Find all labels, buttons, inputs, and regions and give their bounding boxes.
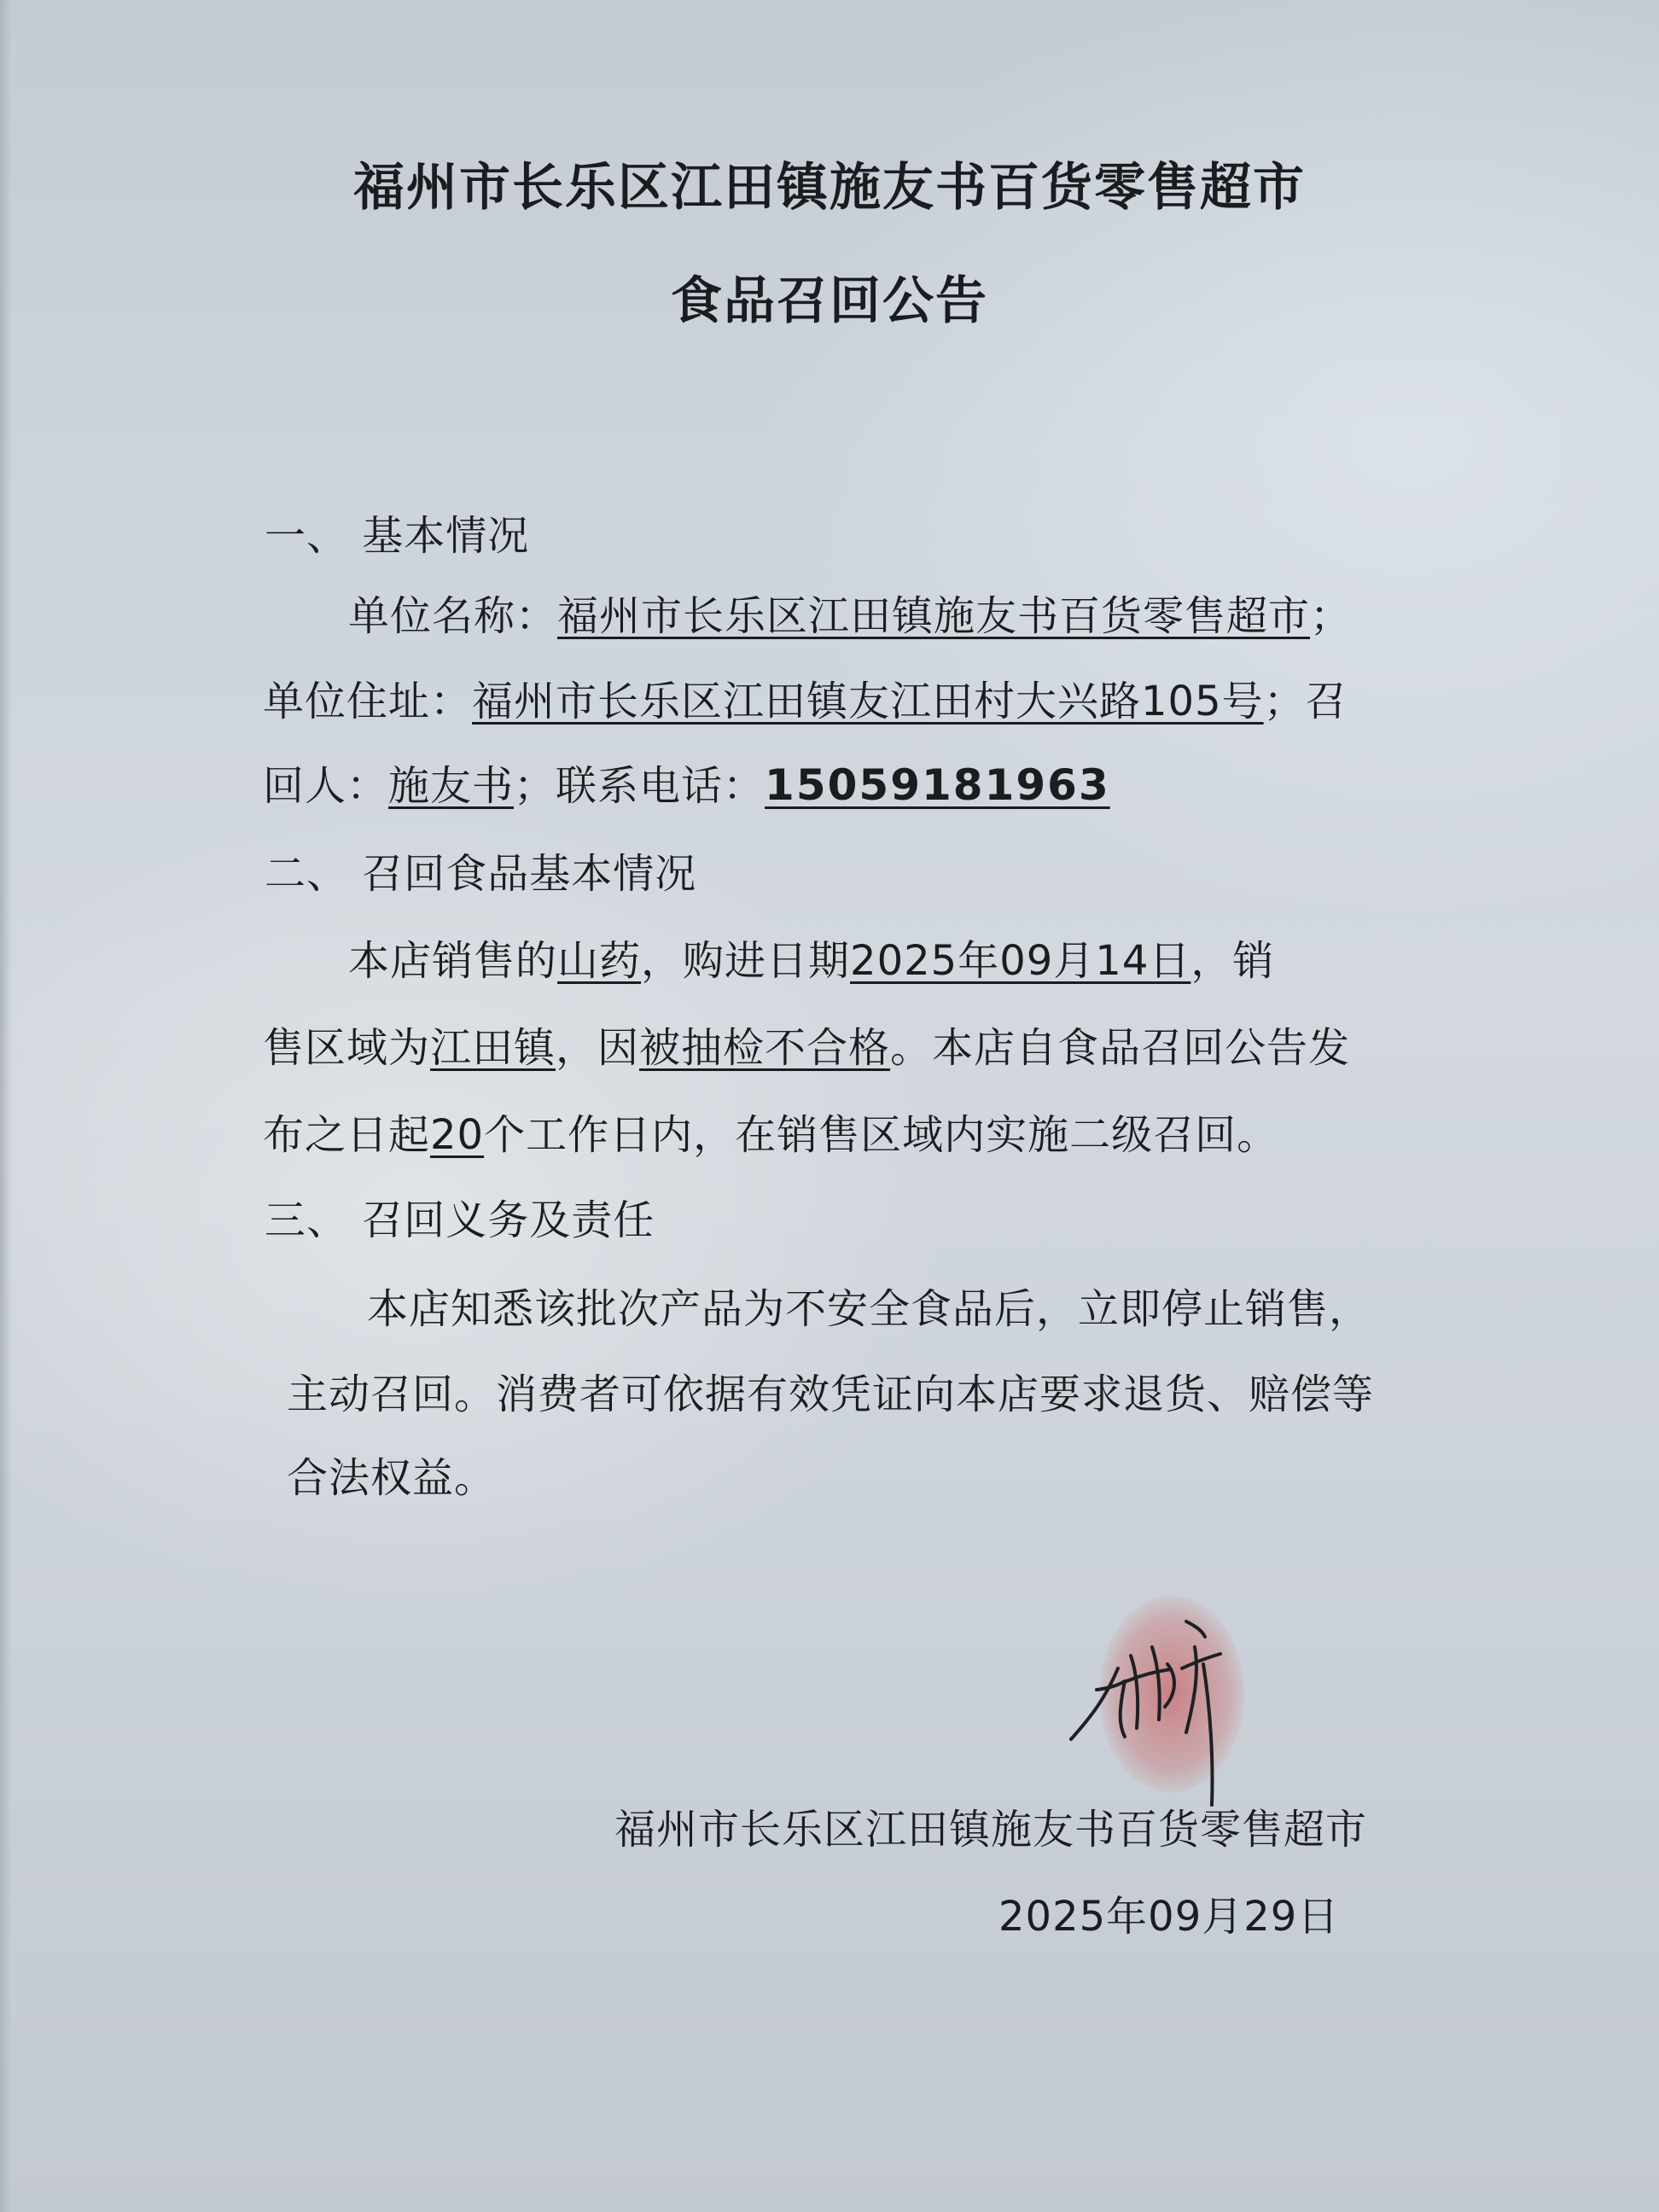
recall-paragraph-line3 — [263, 1109, 1278, 1161]
text-segment: 。本店自食品召回公告发 — [890, 1024, 1351, 1072]
obligation-line3: 合法权益。 — [287, 1454, 497, 1502]
section-heading-obligations: 三、 召回义务及责任 — [265, 1196, 655, 1244]
document-subtitle: 食品召回公告 — [671, 271, 988, 331]
unit-name-semicolon: ； — [1310, 592, 1353, 640]
recaller-label: 回人： — [263, 762, 389, 810]
text-segment: 个工作日内，在销售区域内实施二级召回。 — [484, 1111, 1279, 1159]
recall-paragraph-line1 — [348, 935, 1274, 987]
working-days: 20 — [430, 1111, 485, 1159]
recaller-prefix: ；召 — [1263, 678, 1348, 725]
document-title: 福州市长乐区江田镇施友书百货零售超市 — [353, 158, 1306, 218]
recaller-row — [263, 760, 1110, 812]
recaller-name: 施友书 — [388, 762, 515, 810]
text-segment: 本店销售的 — [348, 937, 558, 985]
section-heading-basic-info: 一、 基本情况 — [265, 512, 530, 560]
phone-number: 15059181963 — [765, 760, 1110, 810]
recall-reason: 被抽检不合格 — [639, 1024, 891, 1072]
sales-region: 江田镇 — [430, 1024, 556, 1072]
handwritten-signature — [1058, 1587, 1280, 1809]
unit-name-row — [348, 591, 1352, 642]
footer-date: 2025年09月29日 — [998, 1893, 1340, 1941]
unit-name-value: 福州市长乐区江田镇施友书百货零售超市 — [557, 592, 1311, 640]
phone-label: ；联系电话： — [514, 762, 765, 810]
purchase-date: 2025年09月14日 — [850, 937, 1191, 985]
text-segment: ，因 — [556, 1024, 640, 1072]
obligation-line2: 主动召回。消费者可依据有效凭证向本店要求退货、赔偿等 — [287, 1371, 1375, 1418]
address-label: 单位住址： — [263, 678, 473, 725]
section-heading-recall-food: 二、 召回食品基本情况 — [265, 850, 697, 898]
text-segment: ，销 — [1190, 937, 1275, 985]
footer-organization: 福州市长乐区江田镇施友书百货零售超市 — [614, 1806, 1368, 1854]
product-name: 山药 — [557, 937, 642, 985]
address-value: 福州市长乐区江田镇友江田村大兴路105号 — [472, 678, 1264, 725]
text-segment: ，购进日期 — [641, 937, 851, 985]
text-segment: 售区域为 — [263, 1024, 431, 1072]
address-row — [263, 676, 1348, 727]
recall-paragraph-line2 — [263, 1022, 1350, 1074]
text-segment: 布之日起 — [263, 1111, 431, 1159]
obligation-line1: 本店知悉该批次产品为不安全食品后，立即停止销售， — [367, 1285, 1371, 1333]
unit-name-label: 单位名称： — [348, 592, 558, 640]
